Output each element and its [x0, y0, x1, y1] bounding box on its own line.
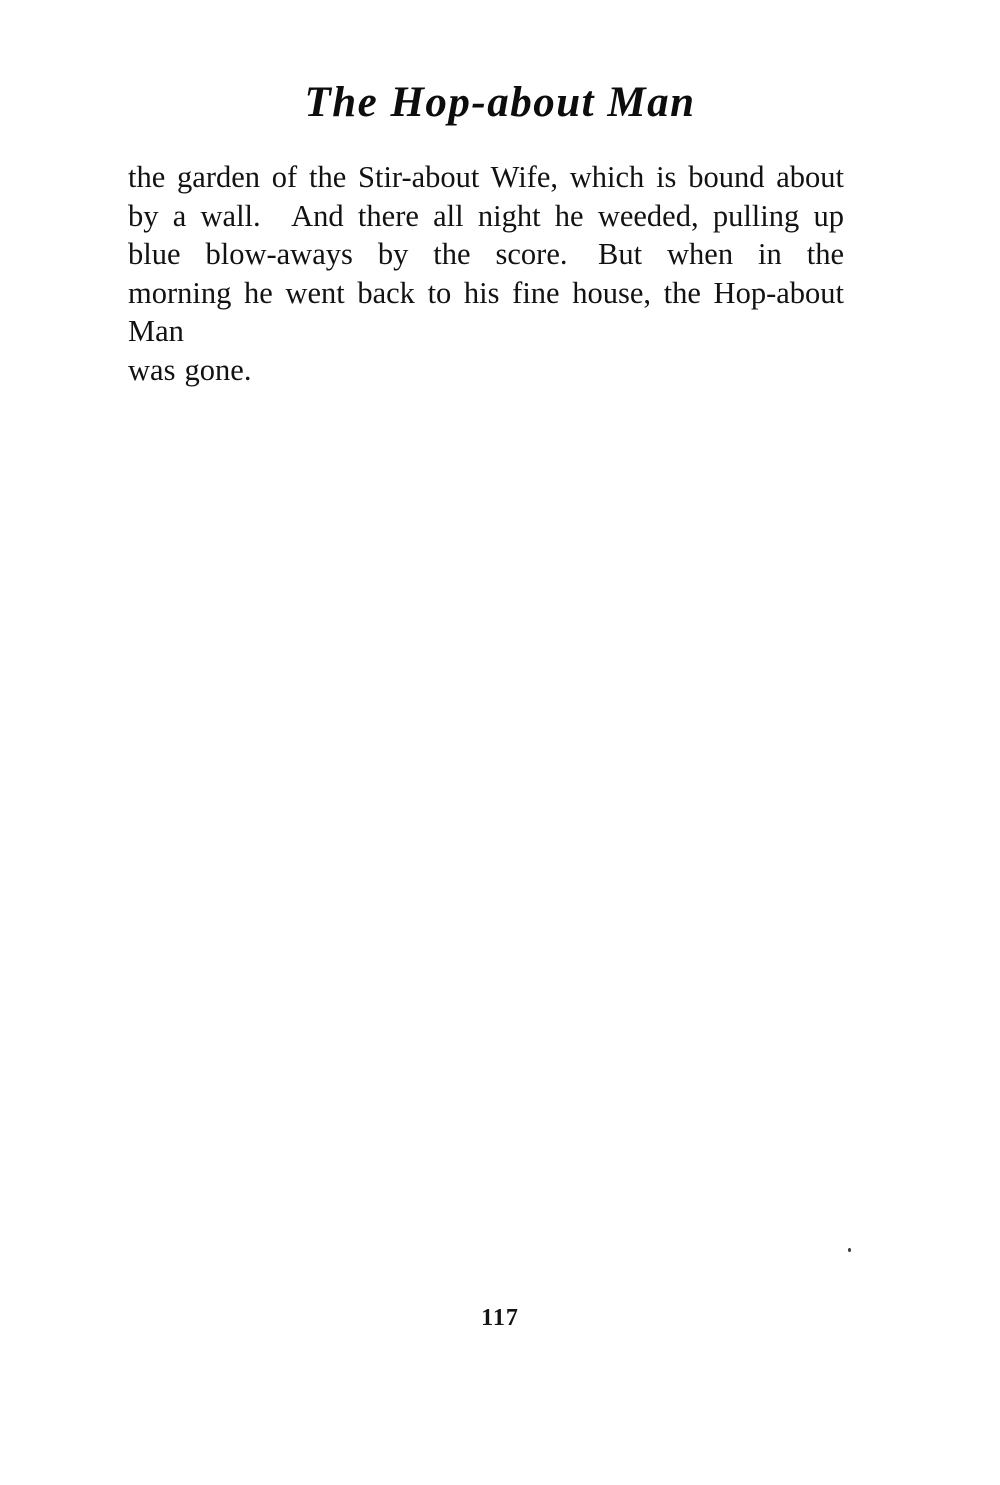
body-text-block — [128, 158, 844, 389]
page-speck-mark — [848, 1248, 851, 1252]
paragraph-line-1: the garden of the Stir-about Wife, which is bound about by a wall. And there all night he weeded, pulling up blue blow-aways by the score. But when in the morning he went back to his fine house, the Hop-about Man — [128, 160, 844, 348]
page-number: 117 — [481, 1305, 519, 1331]
running-head-title: The Hop-about Man — [304, 79, 696, 126]
paragraph-line-2: was gone. — [128, 352, 252, 387]
